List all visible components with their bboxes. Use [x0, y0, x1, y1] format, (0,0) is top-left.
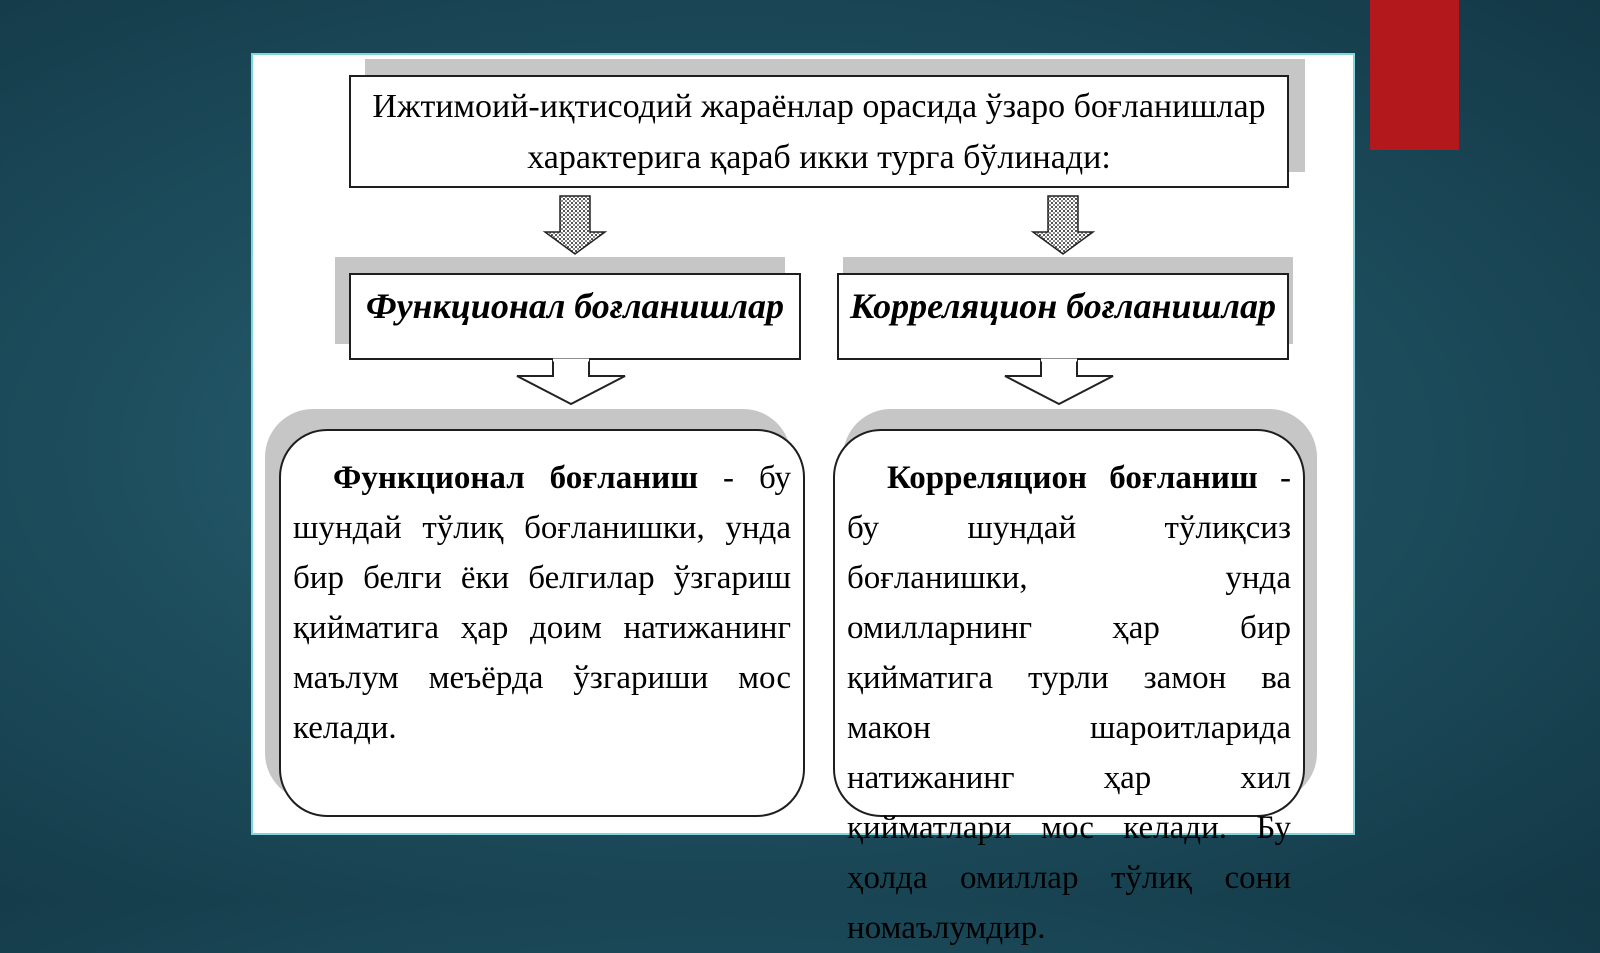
slide-panel: [251, 53, 1355, 946]
left-definition-term: Функционал боғланиш: [333, 460, 699, 496]
outline-arrow-left: [513, 360, 629, 406]
left-definition-text: - бу шундай тўлиқ боғланишки, унда бир белги ёки белгилар ўзгариш қийматига ҳар доим натижанинг маълум меъёрда ўзгариши мос келади.: [293, 460, 791, 746]
left-definition-box: [279, 429, 805, 817]
left-title: Функционал боғланишлар: [365, 286, 785, 326]
right-definition-term: Корреляцион боғланиш: [887, 460, 1258, 496]
header-box: [349, 75, 1289, 188]
left-title-box: [349, 273, 801, 360]
right-title: Корреляцион боғланишлар: [850, 286, 1276, 326]
right-definition-box: [833, 429, 1305, 946]
right-definition-text: - бу шундай тўлиқсиз боғланишки, унда омилларнинг ҳар бир қийматига турли замон ва макон шароитларида натижанинг ҳар хил қийматлари мос келади. Бу ҳолда омиллар тўлиқ сони номаълумдир.: [847, 460, 1291, 946]
outline-arrow-right: [1001, 360, 1117, 406]
down-arrow-left: [543, 194, 607, 256]
header-line-2: характерига қараб икки турга бўлинади:: [527, 138, 1111, 176]
header-line-1: Ижтимоий-иқтисодий жараёнлар орасида ўзаро боғланишлар: [372, 87, 1266, 125]
red-accent-tab: [1370, 0, 1459, 150]
right-title-box: [837, 273, 1289, 360]
down-arrow-right: [1031, 194, 1095, 256]
